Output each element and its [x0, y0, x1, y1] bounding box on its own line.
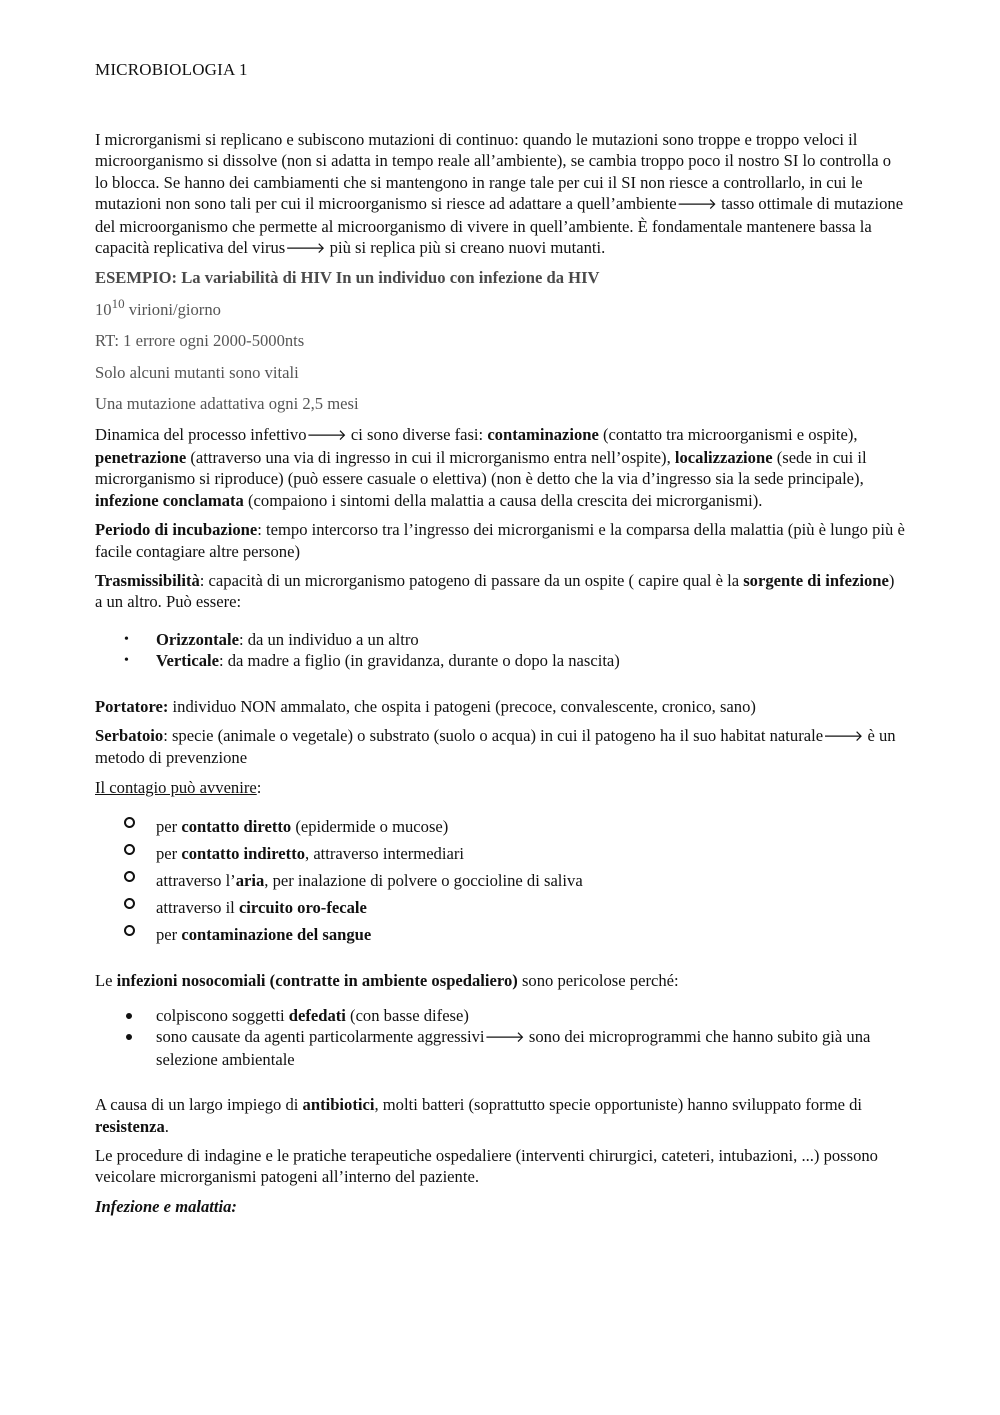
list-item-text: sono causate da agenti particolarmente aggressivi: [156, 1027, 485, 1047]
incubation-text: : tempo intercorso tra l’ingresso dei microrganismi e la comparsa della malattia (più è lungo più è facile contagiare altre persone): [95, 520, 905, 561]
list-item-term: aria: [235, 871, 265, 891]
arrow-right-icon: 🡒: [306, 426, 347, 445]
list-item: [95, 924, 905, 945]
list-item: [95, 1026, 905, 1070]
rt-error-line: RT: 1 errore ogni 2000-5000nts: [95, 331, 305, 351]
term-verticale: Verticale: [156, 651, 219, 671]
disc-bullet-icon: [126, 1034, 132, 1040]
intro-text-3: più si replica più si creano nuovi mutanti.: [325, 238, 606, 258]
dynamics-text: (compaiono i sintomi della malattia a causa della crescita dei microrganismi).: [243, 490, 763, 510]
list-item-term: defedati: [288, 1005, 346, 1025]
list-item-text: attraverso l’: [156, 871, 236, 891]
contagion-list: [95, 816, 905, 945]
term-penetrazione: penetrazione: [95, 447, 187, 467]
list-item: [95, 843, 905, 864]
carrier-paragraph: [95, 696, 905, 717]
list-item-term: contatto diretto: [181, 817, 292, 837]
incubation-paragraph: [95, 519, 905, 562]
term-localizzazione: localizzazione: [674, 447, 773, 467]
arrow-right-icon: 🡒: [823, 726, 864, 745]
virions-line: [95, 295, 905, 320]
term-incubazione: Periodo di incubazione: [95, 520, 258, 540]
final-heading: Infezione e malattia:: [95, 1196, 237, 1216]
list-item-text: : da un individuo a un altro: [238, 629, 419, 649]
arrow-right-icon: 🡒: [484, 1028, 525, 1047]
term-contaminazione: contaminazione: [487, 425, 599, 445]
reservoir-text: è un metodo di prevenzione: [95, 725, 896, 768]
bullet-icon: •: [124, 631, 129, 647]
list-item: [95, 650, 905, 671]
list-item-text: , attraverso intermediari: [305, 844, 464, 864]
reservoir-paragraph: [95, 725, 905, 769]
disc-bullet-icon: [126, 1013, 132, 1019]
transmissibility-text: ) a un altro. Può essere:: [95, 570, 895, 612]
arrow-right-icon: 🡒: [285, 239, 326, 258]
circle-bullet-icon: [124, 871, 135, 882]
virions-base: 10: [95, 299, 112, 319]
list-item-text: per: [156, 925, 182, 945]
list-item-text: attraverso il: [156, 898, 239, 918]
term-sorgente-infezione: sorgente di infezione: [743, 570, 889, 590]
nosocomial-paragraph: [95, 970, 905, 991]
dynamics-text: (attraverso una via di ingresso in cui il microrganismo entra nell’ospite),: [186, 447, 675, 467]
vital-mutants-line: Solo alcuni mutanti sono vitali: [95, 362, 299, 382]
list-item-text: per: [156, 817, 182, 837]
list-item-term: contatto indiretto: [181, 844, 306, 864]
term-infezione-conclamata: infezione conclamata: [95, 490, 244, 510]
list-item-text: colpiscono soggetti: [156, 1005, 289, 1025]
list-item: [95, 870, 905, 891]
virions-exponent: 10: [111, 295, 125, 311]
list-item-text: : da madre a figlio (in gravidanza, durante o dopo la nascita): [218, 651, 620, 671]
nosocomial-text: sono pericolose perché:: [517, 970, 679, 990]
circle-bullet-icon: [124, 817, 135, 828]
intro-text-2: tasso ottimale di mutazione del microorganismo che permette al microorganismo di vivere in quell’ambiente. È fondamentale mantenere bassa la capacità replicativa del virus: [95, 194, 904, 258]
list-item-term: circuito oro-fecale: [238, 898, 367, 918]
list-item-text: (con basse difese): [345, 1005, 469, 1025]
document-body: [95, 129, 905, 1225]
nosocomial-list: [95, 1005, 905, 1070]
reservoir-text: : specie (animale o vegetale) o substrato (suolo o acqua) in cui il patogeno ha il suo habitat naturale: [163, 725, 824, 745]
antibiotics-paragraph: [95, 1094, 905, 1137]
contagion-heading: Il contagio può avvenire: [95, 777, 257, 797]
antibiotics-text: A causa di un largo impiego di: [95, 1095, 303, 1115]
example-heading: ESEMPIO: La variabilità di HIV In un individuo con infezione da HIV: [95, 268, 600, 288]
term-antibiotici: antibiotici: [302, 1095, 375, 1115]
bullet-icon: •: [124, 653, 129, 669]
list-item-text: (epidermide o mucose): [291, 817, 449, 837]
list-item-text: per: [156, 844, 182, 864]
nosocomial-text: Le: [95, 970, 117, 990]
term-infezioni-nosocomiali: infezioni nosocomiali (contratte in ambiente ospedaliero): [116, 970, 518, 990]
list-item: [95, 629, 905, 650]
term-trasmissibilita: Trasmissibilità: [95, 570, 200, 590]
virions-unit: virioni/giorno: [124, 299, 221, 319]
list-item-term: contaminazione del sangue: [181, 925, 372, 945]
adaptive-mutation-line: Una mutazione adattativa ogni 2,5 mesi: [95, 394, 359, 414]
transmissibility-paragraph: [95, 570, 905, 613]
list-item-text: , per inalazione di polvere o goccioline di saliva: [264, 871, 583, 891]
list-item: [95, 897, 905, 918]
carrier-text: individuo NON ammalato, che ospita i patogeni (precoce, convalescente, cronico, sano): [168, 696, 756, 716]
list-item: [95, 816, 905, 837]
circle-bullet-icon: [124, 925, 135, 936]
arrow-right-icon: 🡒: [676, 195, 717, 214]
transmissibility-text: : capacità di un microrganismo patogeno di passare da un ospite ( capire qual è la: [199, 570, 744, 590]
dynamics-text: Dinamica del processo infettivo: [95, 425, 307, 445]
dynamics-text: ci sono diverse fasi:: [346, 425, 488, 445]
dynamics-paragraph: [95, 424, 905, 511]
circle-bullet-icon: [124, 844, 135, 855]
transmission-list: [95, 629, 905, 672]
antibiotics-text: .: [164, 1116, 169, 1136]
procedures-paragraph: Le procedure di indagine e le pratiche terapeutiche ospedaliere (interventi chirurgici, cateteri, intubazioni, ...) possono veicolare microrganismi patogeni all’interno del paziente.: [95, 1146, 878, 1187]
intro-text-1: I microrganismi si replicano e subiscono mutazioni di continuo: quando le mutazioni sono troppe e troppo veloci il microorganismo si dissolve (non si adatta in tempo reale all’ambiente), se cambia troppo poco il nostro SI lo controlla o lo blocca. Se hanno dei cambiamenti che si mantengono in range tale per cui il SI non riesce a controllarlo, in cui le mutazioni non sono tali per cui il microorganismo si riesce ad adattare a quell’ambiente: [95, 130, 892, 214]
term-orizzontale: Orizzontale: [156, 629, 239, 649]
antibiotics-text: , molti batteri (soprattutto specie opportuniste) hanno sviluppato forme di: [374, 1095, 863, 1115]
circle-bullet-icon: [124, 898, 135, 909]
dynamics-text: (contatto tra microorganismi e ospite),: [598, 425, 858, 445]
list-item: [95, 1005, 905, 1026]
document-header: MICROBIOLOGIA 1: [95, 60, 248, 79]
contagion-heading-paragraph: [95, 777, 905, 798]
term-serbatoio: Serbatoio: [95, 725, 164, 745]
intro-paragraph: [95, 129, 905, 259]
term-resistenza: resistenza: [95, 1116, 165, 1136]
term-portatore: Portatore:: [95, 696, 169, 716]
dynamics-text: (sede in cui il microrganismo si riproduce) (può essere casuale o elettiva) (non è detto che la via d’ingresso sia la sede principale),: [95, 447, 867, 489]
contagion-colon: :: [256, 777, 262, 797]
list-item-text: sono dei microprogrammi che hanno subito già una selezione ambientale: [156, 1027, 871, 1069]
